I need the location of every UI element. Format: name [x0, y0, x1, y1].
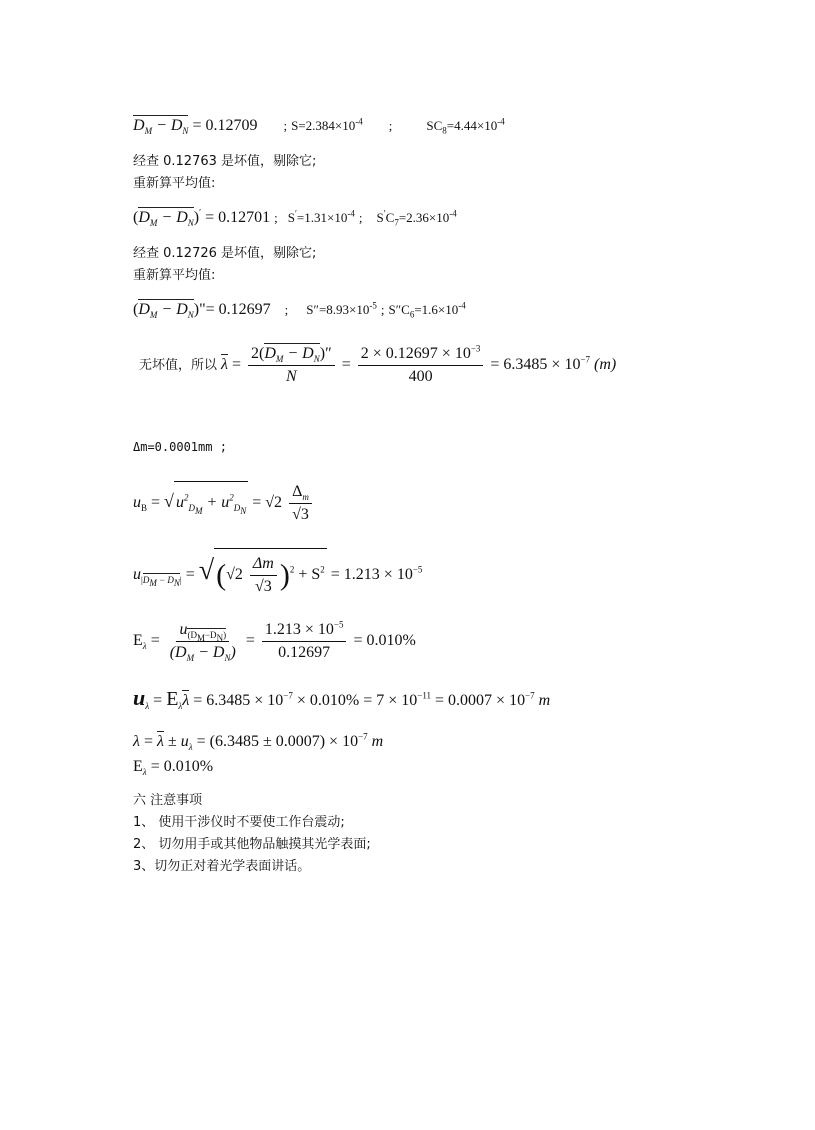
wavelength-prefix: 无坏值，所以 [139, 358, 218, 373]
ub-equation: $u_B$ = √ $u^2_{D_M} + u^2_{D_N} = √2$ $\frac{\Delta_m}{√3}$ [133, 481, 315, 524]
separator: ; [284, 302, 289, 317]
separator: ; [283, 118, 288, 133]
std-dev-3: $S''=8.93\times 10^{-5}$ [306, 300, 377, 317]
wavelength-fraction-1: $\frac{2(D_M - D_N)''}{N}$ [248, 345, 335, 386]
recalc-note-1: 重新算平均值: [133, 176, 216, 191]
u-lambda-equation: $u_\lambda = E_\lambda\lambda = 6.3485 \times 10^{-7} \times 0.010\% = 7 \times 10^{-11} = 0.0007 \times 10^{-7}$ m [133, 685, 551, 712]
relative-error-equation: $E_\lambda$ = $\frac{u_{(D_M-D_N)}}{(D_M - D_N)}$ = $\frac{1.213 \times 10^{-5}}{0.12697}$ = 0.010% [133, 619, 416, 664]
mean-row-2 [133, 209, 457, 227]
wavelength-result: = 6.3485 × 10 [490, 356, 581, 373]
ub-fraction: $\frac{\Delta_m}{√3}$ [289, 483, 312, 524]
criterion-3: $S''C_6=1.6\times 10^{-4}$ [388, 300, 466, 320]
mean-value-2: = 0.12701 [205, 209, 271, 226]
mean-value-1: = 0.12709 [192, 117, 258, 134]
recalc-note-2: 重新算平均值: [133, 268, 216, 283]
relative-error-result: = 0.010% [353, 632, 416, 649]
wavelength-equation: 无坏值，所以 λ = $\frac{2(D_M - D_N)''}{N}$ = $\frac{2 \times 0.12697 \times 10^{-3}}{400}$ = $6.3485 \times 10^{-7}$ (m) [139, 343, 617, 385]
outlier-note-1: 经查 0.12763 是坏值，剔除它; [133, 154, 317, 169]
mean-value-3: "= 0.12697 [199, 301, 271, 318]
criterion-2: $S'C_7=2.36\times 10^{-4}$ [376, 208, 457, 228]
separator: ; [274, 210, 278, 225]
lambda-bar: λ [221, 356, 228, 373]
u-diff-inner-fraction: $\frac{\Delta m}{√3}$ [250, 555, 277, 596]
separator: ; [358, 210, 363, 225]
std-dev-1: $S=2.384\times 10^{-4}$ [291, 116, 363, 133]
final-relative-error: $E_\lambda = 0.010\%$ [133, 758, 214, 778]
criterion-1: $SC_8=4.44\times 10^{-4}$ [426, 116, 505, 136]
mean-symbol-3: $(D_M - D_N)$ [133, 301, 200, 321]
relative-error-fraction-2: $\frac{1.213 \times 10^{-5}}{0.12697}$ [262, 621, 347, 662]
u-diff-result: = 1.213 × 10 [330, 566, 413, 583]
instrument-error: Δm=0.0001mm ; [133, 440, 227, 454]
mean-row-3 [133, 301, 466, 319]
wavelength-fraction-2: $\frac{2 \times 0.12697 \times 10^{-3}}{400}$ [358, 345, 484, 386]
relative-error-fraction-1: $\frac{u_{(D_M-D_N)}}{(D_M - D_N)}$ [169, 620, 236, 664]
final-result-equation: $\lambda = \lambda \pm u_\lambda = (6.3485 \pm 0.0007) \times 10^{-7}$ m [133, 731, 384, 753]
section-title: 六 注意事项 [133, 793, 203, 808]
note-item: 2、 切勿用手或其他物品触摸其光学表面; [133, 837, 371, 852]
separator: ; [388, 118, 393, 133]
wavelength-unit: (m) [594, 356, 617, 373]
outlier-note-2: 经查 0.12726 是坏值，剔除它; [133, 246, 317, 261]
mean-symbol-1: $D_M - D_N$ [133, 117, 189, 137]
separator: ; [380, 302, 385, 317]
mean-symbol-2: $(D_M - D_N)'$ [133, 207, 202, 229]
note-item: 3、切勿正对着光学表面讲话。 [133, 859, 311, 874]
mean-row-1 [133, 117, 505, 135]
std-dev-2: $S'=1.31\times 10^{-4}$ [287, 208, 355, 225]
note-item: 1、 使用干涉仪时不要使工作台震动; [133, 815, 345, 830]
u-difference-equation: $u_{|D_M - D_N|} = √(√2$ $\frac{\Delta m}{√3}$ )$^2 + S^2 = 1.213 \times 10^{-5}$ [133, 546, 422, 600]
